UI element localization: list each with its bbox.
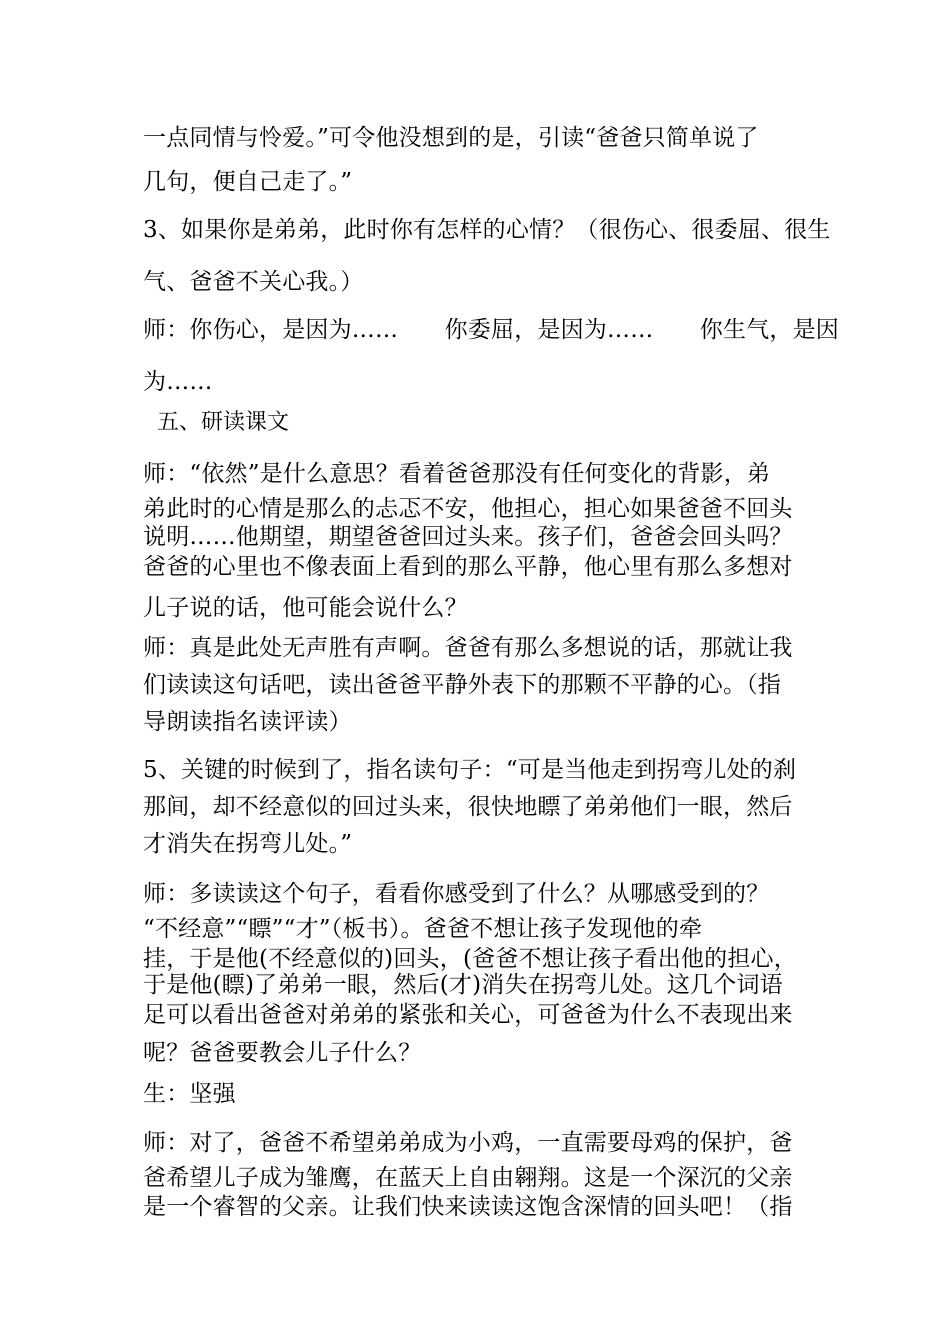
text-line: 弟此时的心情是那么的忐忑不安，他担心，担心如果爸爸不回头 [143, 496, 793, 522]
text-line: 是一个睿智的父亲。让我们快来读读这饱含深情的回头吧！（指 [143, 1194, 793, 1220]
text-line: 3、如果你是弟弟，此时你有怎样的心情？（很伤心、很委屈、很生 [143, 217, 831, 243]
text-line: 几句，便自己走了。” [143, 169, 353, 195]
text-line: 一点同情与怜爱。”可令他没想到的是，引读“爸爸只简单说了 [143, 125, 759, 151]
text-line: 那间，却不经意似的回过头来，很快地瞟了弟弟他们一眼，然后 [143, 794, 793, 820]
paragraph-1 [143, 116, 808, 204]
paragraph-10 [143, 1124, 808, 1220]
text-line: 师：多读读这个句子，看看你感受到了什么？从哪感受到的？ [143, 881, 770, 907]
text-line: 们读读这句话吧，读出爸爸平静外表下的那颗不平静的心。（指 [143, 672, 782, 698]
paragraph-6 [143, 630, 808, 741]
paragraph-9 [143, 1078, 808, 1110]
text-line: 爸希望儿子成为雏鹰，在蓝天上自由翱翔。这是一个深沉的父亲 [143, 1165, 793, 1191]
paragraph-5 [143, 455, 808, 631]
text-line: 为…… [143, 369, 213, 395]
text-line: 爸爸的心里也不像表面上看到的那么平静，他心里有那么多想对 [143, 554, 793, 580]
text-line: 师：真是此处无声胜有声啊。爸爸有那么多想说的话，那就让我 [143, 635, 793, 661]
paragraph-7 [143, 752, 808, 863]
section-heading: 五、研读课文 [157, 410, 290, 435]
text-line: 师：对了，爸爸不希望弟弟成为小鸡，一直需要母鸡的保护，爸 [143, 1130, 793, 1156]
text-line: 5、关键的时候到了，指名读句子：“可是当他走到拐弯儿处的刹 [143, 757, 797, 783]
text-line: 师：“依然”是什么意思？看着爸爸那没有任何变化的背影，弟 [143, 461, 771, 487]
text-line: “不经意”“瞟”“才”（板书）。爸爸不想让孩子发现他的牵 [143, 916, 703, 942]
paragraph-3 [143, 304, 839, 408]
text-line: 师：你伤心，是因为…… 你委屈，是因为…… 你生气，是因 [143, 317, 839, 343]
text-line: 生：坚强 [143, 1081, 236, 1107]
text-line: 于是他(瞟)了弟弟一眼，然后(才)消失在拐弯儿处。这几个词语 [143, 972, 783, 998]
text-line: 气、爸爸不关心我。） [143, 269, 364, 295]
text-line: 挂，于是他(不经意似的)回头，(爸爸不想让孩子看出他的担心， [143, 946, 797, 972]
text-line: 导朗读指名读评读） [143, 709, 352, 735]
paragraph-2 [143, 204, 831, 308]
text-line: 说明……他期望，期望爸爸回过头来。孩子们，爸爸会回头吗？ [143, 524, 793, 550]
text-line: 才消失在拐弯儿处。” [143, 831, 353, 857]
text-line: 呢？爸爸要教会儿子什么？ [143, 1040, 422, 1066]
text-line: 儿子说的话，他可能会说什么？ [143, 595, 468, 621]
text-line: 足可以看出爸爸对弟弟的紧张和关心，可爸爸为什么不表现出来 [143, 1002, 793, 1028]
paragraph-8 [143, 876, 808, 1074]
